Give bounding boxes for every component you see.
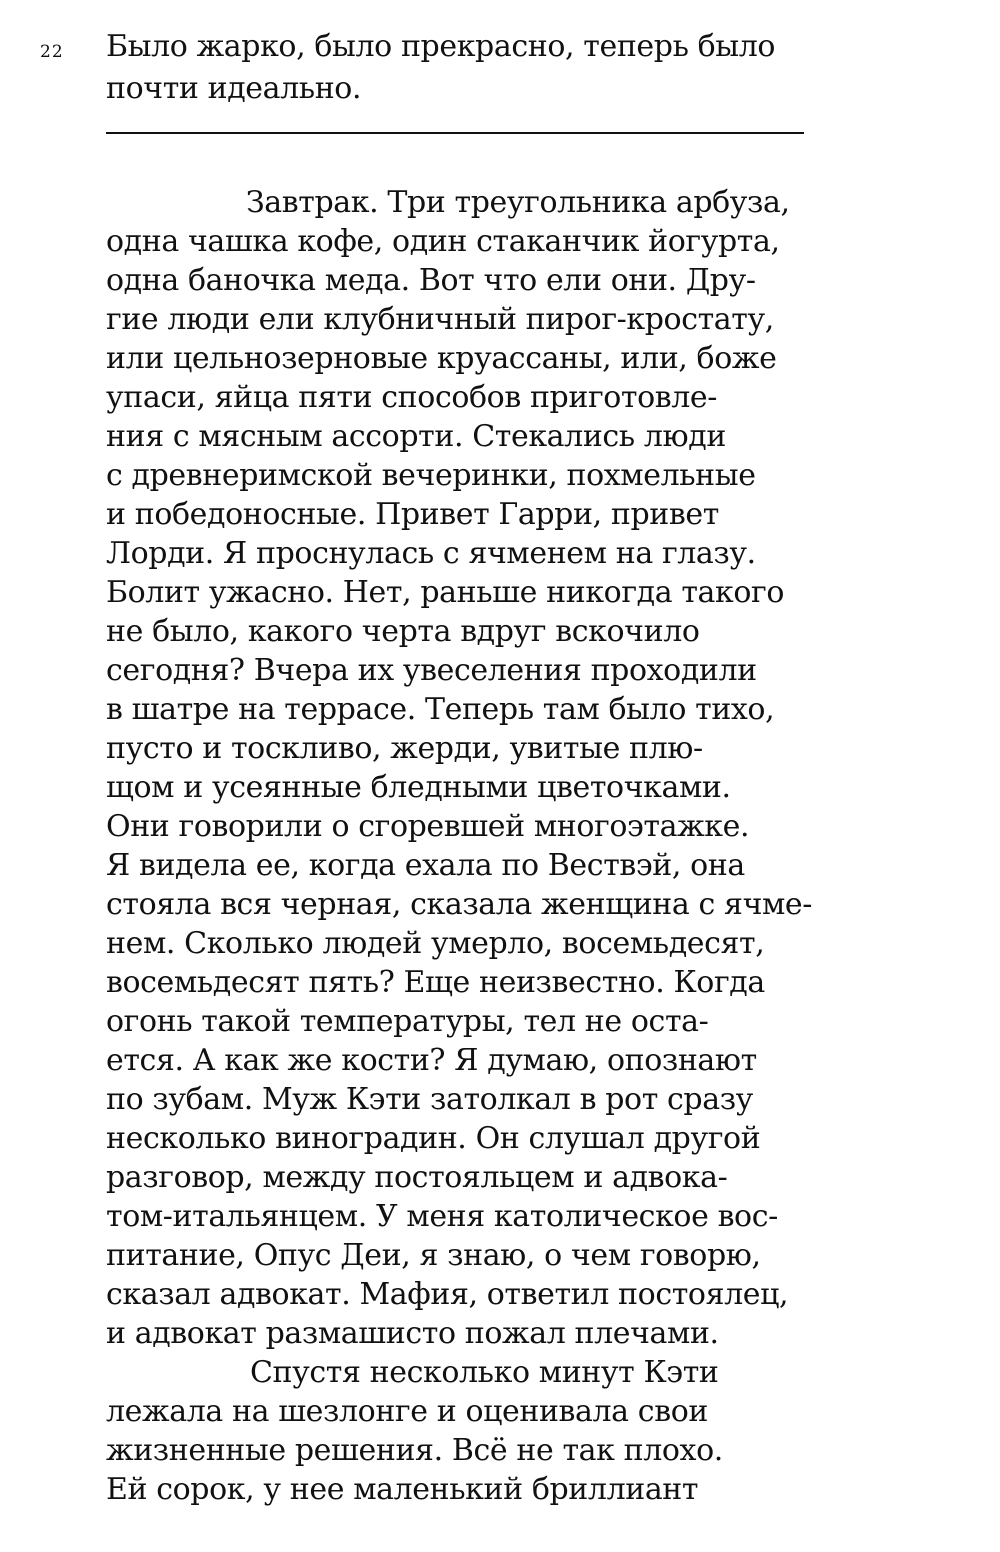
header-line: почти идеально. <box>106 71 362 106</box>
paragraph-line: и адвокат размашисто пожал плечами. <box>106 1316 719 1351</box>
paragraph-line: упаси, яйца пяти способов приготовле- <box>106 380 718 415</box>
paragraph-line: пусто и тоскливо, жерди, увитые плю- <box>106 731 703 766</box>
paragraph-line: сегодня? Вчера их увеселения проходили <box>106 653 757 688</box>
paragraph-line: Спустя несколько минут Кэти <box>250 1355 719 1390</box>
paragraph-line: питание, Опус Деи, я знаю, о чем говорю, <box>106 1238 761 1273</box>
paragraph-line: Болит ужасно. Нет, раньше никогда такого <box>106 575 785 610</box>
paragraph-line: стояла вся черная, сказала женщина с ячме- <box>106 887 813 922</box>
paragraph-line: одна баночка меда. Вот что ели они. Дру- <box>106 263 756 298</box>
paragraph-line: огонь такой температуры, тел не оста- <box>106 1004 709 1039</box>
paragraph-line: в шатре на террасе. Теперь там было тихо, <box>106 692 775 727</box>
paragraph-line: щом и усеянные бледными цветочками. <box>106 770 731 805</box>
paragraph-line: сказал адвокат. Мафия, ответил постоялец, <box>106 1277 789 1312</box>
section-divider <box>106 132 804 134</box>
paragraph-line: жизненные решения. Всё не так плохо. <box>106 1433 723 1468</box>
paragraph-line: ния с мясным ассорти. Стекались люди <box>106 419 726 454</box>
paragraph-line: ется. А как же кости? Я думаю, опознают <box>106 1043 757 1078</box>
header-line: Было жарко, было прекрасно, теперь было <box>106 29 776 64</box>
paragraph-line: нем. Сколько людей умерло, восемьдесят, <box>106 926 765 961</box>
paragraph-line: лежала на шезлонге и оценивала свои <box>106 1394 708 1429</box>
page-number: 22 <box>40 42 64 62</box>
paragraph-line: по зубам. Муж Кэти затолкал в рот сразу <box>106 1082 753 1117</box>
paragraph-line: Я видела ее, когда ехала по Вествэй, она <box>106 848 745 883</box>
paragraph-line: гие люди ели клубничный пирог-кростату, <box>106 302 774 337</box>
paragraph-line: Ей сорок, у нее маленький бриллиант <box>106 1472 699 1507</box>
paragraph-line: не было, какого черта вдруг вскочило <box>106 614 700 649</box>
paragraph-line: одна чашка кофе, один стаканчик йогурта, <box>106 224 780 259</box>
paragraph-line: с древнеримской вечеринки, похмельные <box>106 458 756 493</box>
paragraph-line: разговор, между постояльцем и адвока- <box>106 1160 728 1195</box>
paragraph-line: несколько виноградин. Он слушал другой <box>106 1121 761 1156</box>
paragraph-line: или цельнозерновые круассаны, или, боже <box>106 341 777 376</box>
paragraph-line: восемьдесят пять? Еще неизвестно. Когда <box>106 965 765 1000</box>
paragraph-line: Лорди. Я проснулась с ячменем на глазу. <box>106 536 756 571</box>
paragraph-line: Они говорили о сгоревшей многоэтажке. <box>106 809 750 844</box>
paragraph-line: и победоносные. Привет Гарри, привет <box>106 497 719 532</box>
paragraph-line: Завтрак. Три треугольника арбуза, <box>246 185 790 220</box>
paragraph-line: том-итальянцем. У меня католическое вос- <box>106 1199 778 1234</box>
